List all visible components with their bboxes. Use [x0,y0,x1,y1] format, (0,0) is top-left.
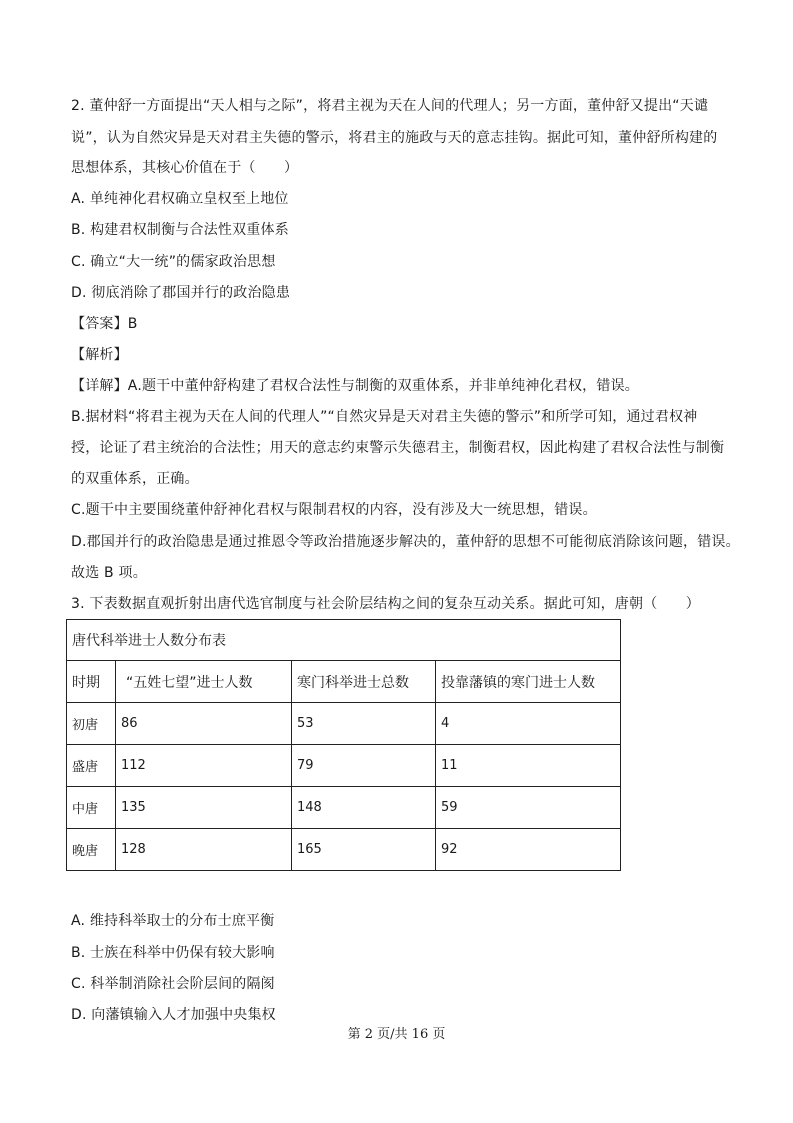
q2-stem-line-1: 2. 董仲舒一方面提出“天人相与之际”，将君主视为天在人间的代理人；另一方面，董仲舒又提出“天谴 [71,98,709,114]
table-cell: 4 [436,703,621,745]
q2-stem-line-2: 说”，认为自然灾异是天对君主失德的警示，将君主的施政与天的意志挂钩。据此可知，董仲舒所构建的 [71,130,718,146]
table-cell-period: 盛唐 [67,745,116,787]
q2-analysis-line-7: 故选 B 项。 [71,565,147,581]
q2-analysis-line-2: B.据材料“将君主视为天在人间的代理人”“自然灾异是天对君主失德的警示”和所学可知，通过君权神 [71,409,698,425]
table-cell: 59 [436,787,621,829]
q2-option-d: D. 彻底消除了郡国并行的政治隐患 [71,285,291,301]
table-row [67,787,621,829]
table-cell: 128 [116,829,292,871]
table-cell: 135 [116,787,292,829]
q2-analysis-line-6: D.郡国并行的政治隐患是通过推恩令等政治措施逐步解决的，董仲舒的思想不可能彻底消除该问题，错误。 [71,534,740,550]
table-cell: 165 [292,829,436,871]
page-footer: 第 2 页/共 16 页 [347,1027,446,1042]
q3-option-d: D. 向藩镇输入人才加强中央集权 [71,1007,276,1023]
table-header-row [67,661,621,703]
table-cell: 86 [116,703,292,745]
table-cell: 79 [292,745,436,787]
table-cell: 148 [292,787,436,829]
q2-analysis-label: 【解析】 [71,347,128,363]
q3-option-a: A. 维持科举取士的分布士庶平衡 [71,913,275,929]
table-header-cell: 投靠藩镇的寒门进士人数 [436,661,621,703]
q3-option-c: C. 科举制消除社会阶层间的隔阂 [71,976,275,992]
q2-analysis-line-1: 【详解】A.题干中董仲舒构建了君权合法性与制衡的双重体系，并非单纯神化君权，错误。 [71,378,639,394]
table-row [67,745,621,787]
q2-answer: 【答案】B [71,316,138,332]
table-cell: 112 [116,745,292,787]
table-row [67,829,621,871]
table-cell: 92 [436,829,621,871]
q2-analysis-line-5: C.题干中主要围绕董仲舒神化君权与限制君权的内容，没有涉及大一统思想，错误。 [71,502,597,518]
table-header-cell: 时期 [67,661,116,703]
q2-option-b: B. 构建君权制衡与合法性双重体系 [71,222,289,238]
table-header-cell: 寒门科举进士总数 [292,661,436,703]
q2-option-c: C. 确立“大一统”的儒家政治思想 [71,254,276,270]
q2-analysis-line-3: 授，论证了君主统治的合法性；用天的意志约束警示失德君主，制衡君权，因此构建了君权合法性与制衡 [71,440,725,456]
q3-option-b: B. 士族在科举中仍保有较大影响 [71,945,275,961]
q2-analysis-line-4: 的双重体系，正确。 [71,471,199,487]
table-caption-row [67,620,621,661]
table-cell: 53 [292,703,436,745]
table-cell-period: 晚唐 [67,829,116,871]
table-cell-period: 初唐 [67,703,116,745]
table-header-cell: “五姓七望”进士人数 [116,661,292,703]
q2-option-a: A. 单纯神化君权确立皇权至上地位 [71,191,289,207]
table-row [67,703,621,745]
table-cell-period: 中唐 [67,787,116,829]
jinshi-distribution-table [66,619,621,871]
table-cell: 11 [436,745,621,787]
q2-stem-line-3: 思想体系，其核心价值在于（ ） [71,160,299,176]
table-caption: 唐代科举进士人数分布表 [67,620,621,661]
q3-stem: 3. 下表数据直观折射出唐代选官制度与社会阶层结构之间的复杂互动关系。据此可知，唐朝（ ） [71,596,701,612]
